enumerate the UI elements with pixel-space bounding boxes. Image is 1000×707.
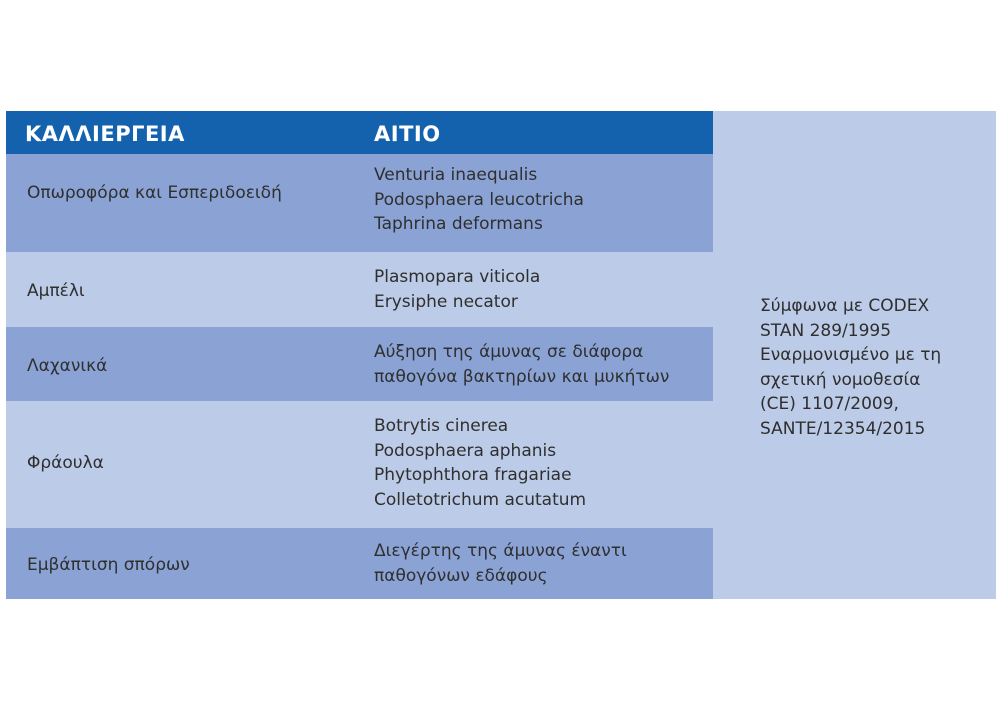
cause-column-header: ΑΙΤΙΟ [374,122,441,146]
cause-line: Διεγέρτης της άμυνας έναντι [374,541,627,561]
cause-line: Αύξηση της άμυνας σε διάφορα [374,342,644,362]
crop-cell: Αμπέλι [27,281,85,301]
cause-line: Phytophthora fragariae [374,465,572,485]
crop-cause-table [6,111,996,599]
table-row [6,252,713,327]
cause-line: Taphrina deformans [374,214,543,234]
cause-line: Venturia inaequalis [374,165,538,185]
cause-line: Erysiphe necator [374,291,518,312]
cause-cell [374,265,540,314]
cause-line: Podosphaera leucotricha [374,189,584,210]
crop-cell: Εμβάπτιση σπόρων [27,555,190,575]
cause-line: παθογόνα βακτηρίων και μυκήτων [374,366,670,387]
cause-line: Botrytis cinerea [374,416,509,436]
regulation-note-panel [713,111,996,599]
cause-cell [374,340,669,389]
cause-line: Podosphaera aphanis [374,440,557,461]
table-row [6,154,713,252]
table-row [6,401,713,528]
cause-line: παθογόνων εδάφους [374,565,548,586]
table-row [6,528,713,599]
cause-cell [374,539,627,588]
cause-cell [374,414,586,512]
table-header [6,111,713,154]
crop-cell: Φράουλα [27,453,104,473]
cause-line: Plasmopara viticola [374,267,541,287]
regulation-note: Σύμφωνα με CODEX STAN 289/1995 Εναρμονισμένο με τη σχετική νομοθεσία (CE) 1107/2009, SANTE/12354/2015 [760,296,942,439]
table-row [6,327,713,401]
cause-cell [374,163,584,237]
crop-column-header: ΚΑΛΛΙΕΡΓΕΙΑ [25,122,185,146]
crop-cell: Οπωροφόρα και Εσπεριδοειδή [27,183,282,203]
cause-line: Colletotrichum acutatum [374,489,587,510]
crop-cell: Λαχανικά [27,356,108,376]
